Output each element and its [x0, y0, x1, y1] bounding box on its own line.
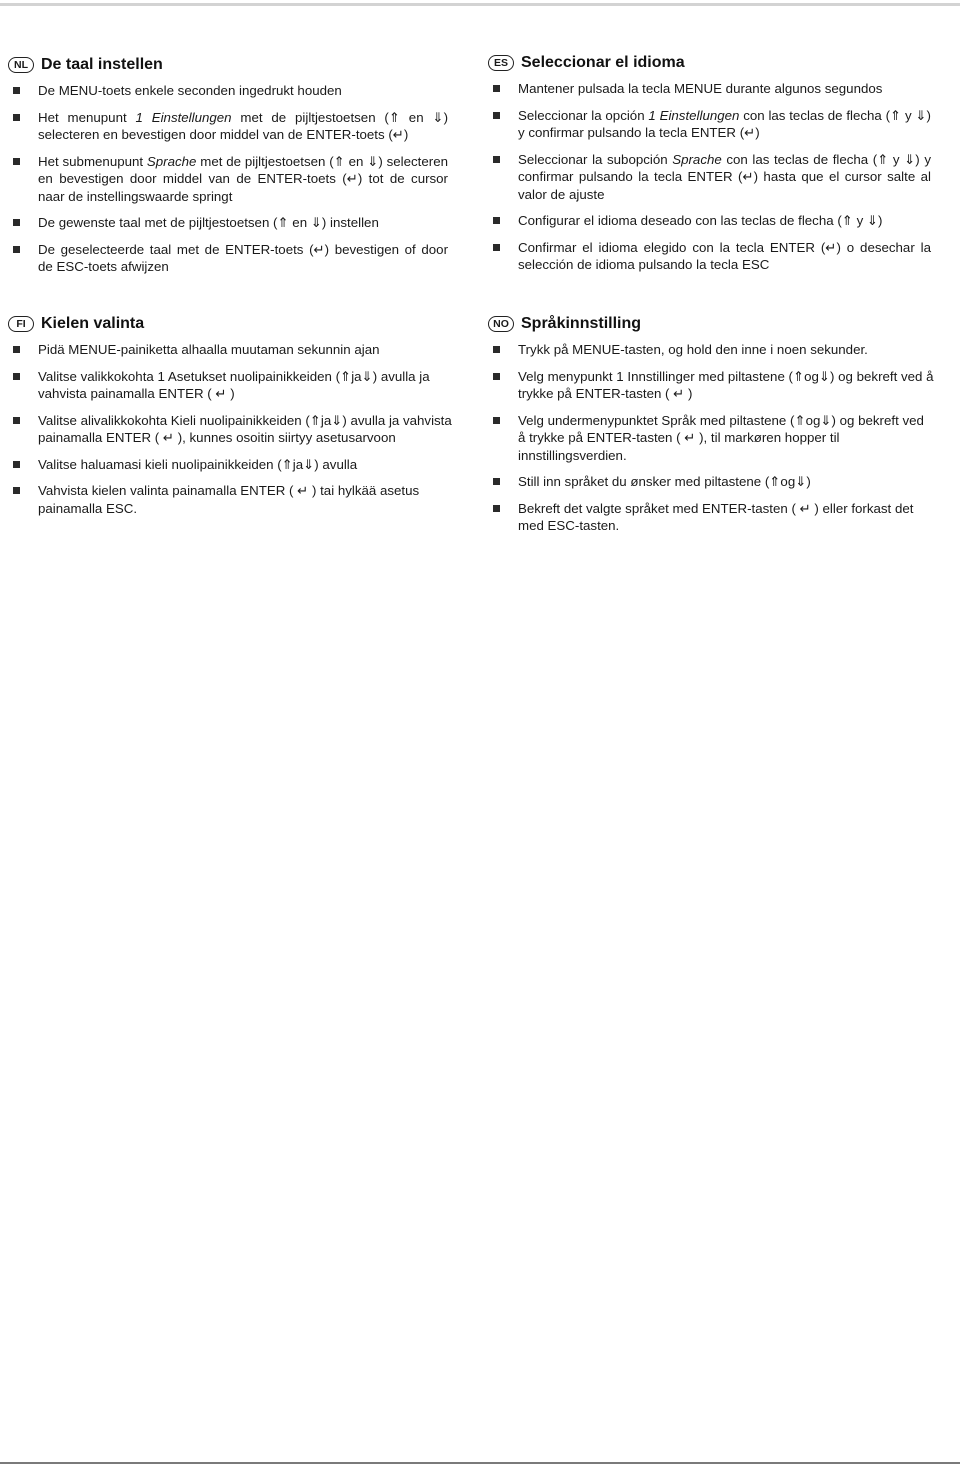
item-text: Velg menypunkt 1 Innstillinger med piltastene (⇑og⇓) og bekreft ved å trykke på ENTER-tasten ( ↵ ): [518, 368, 934, 401]
item-text: Seleccionar la subopción Sprache con las teclas de flecha (⇑ y ⇓) y confirmar pulsando la tecla ENTER (↵) hasta que el cursor salte al valor de ajuste: [518, 151, 931, 202]
list-item: [8, 82, 448, 100]
section-nl: [8, 54, 448, 285]
list-item: [8, 109, 448, 144]
list-item: [8, 456, 463, 474]
instruction-list: [8, 82, 448, 276]
language-badge: ES: [488, 55, 514, 71]
item-text: Valitse valikkokohta 1 Asetukset nuolipainikkeiden (⇑ja⇓) avulla ja vahvista painamalla ENTER ( ↵ ): [38, 368, 430, 401]
section-header: [488, 313, 934, 335]
square-bullet-icon: [13, 461, 20, 468]
section-title: Seleccionar el idioma: [521, 54, 685, 71]
menu-term: Sprache: [672, 151, 722, 167]
menu-term: 1 Einstellungen: [648, 107, 740, 123]
square-bullet-icon: [493, 373, 500, 380]
item-text: Mantener pulsada la tecla MENUE durante algunos segundos: [518, 81, 883, 96]
section-fi: [8, 313, 463, 526]
square-bullet-icon: [493, 112, 500, 119]
square-bullet-icon: [13, 346, 20, 353]
square-bullet-icon: [13, 114, 20, 121]
square-bullet-icon: [13, 158, 20, 165]
square-bullet-icon: [13, 373, 20, 380]
square-bullet-icon: [493, 417, 500, 424]
list-item: [8, 341, 463, 359]
section-es: [488, 52, 931, 283]
square-bullet-icon: [13, 417, 20, 424]
item-text: Het submenupunt Sprache met de pijltjestoetsen (⇑ en ⇓) selecteren en bevestigen door middel van de ENTER-toets (↵) tot de cursor naar de instellingswaarde springt: [38, 153, 448, 204]
item-text: De gewenste taal met de pijltjestoetsen (⇑ en ⇓) instellen: [38, 215, 379, 230]
item-text: Bekreft det valgte språket med ENTER-tasten ( ↵ ) eller forkast det med ESC-tasten.: [518, 500, 914, 533]
section-header: [488, 52, 931, 74]
section-no: [488, 313, 934, 544]
item-text: Seleccionar la opción 1 Einstellungen con las teclas de flecha (⇑ y ⇓) y confirmar pulsando la tecla ENTER (↵): [518, 107, 931, 140]
list-item: [8, 482, 463, 517]
list-item: [8, 412, 463, 447]
list-item: [8, 153, 448, 206]
item-text: Trykk på MENUE-tasten, og hold den inne i noen sekunder.: [518, 342, 868, 357]
square-bullet-icon: [493, 85, 500, 92]
square-bullet-icon: [13, 87, 20, 94]
item-text: Valitse haluamasi kieli nuolipainikkeiden (⇑ja⇓) avulla: [38, 456, 358, 472]
instruction-list: [488, 341, 934, 535]
list-item: [488, 239, 931, 274]
item-text: De MENU-toets enkele seconden ingedrukt houden: [38, 83, 342, 98]
item-text: Valitse alivalikkokohta Kieli nuolipainikkeiden (⇑ja⇓) avulla ja vahvista painamalla ENTER ( ↵ ), kunnes osoitin siirtyy asetusarvoon: [38, 412, 452, 445]
list-item: [8, 368, 463, 403]
section-title: Kielen valinta: [41, 315, 145, 332]
menu-term: Sprache: [146, 153, 197, 169]
menu-term: 1 Einstellungen: [135, 109, 232, 125]
square-bullet-icon: [493, 505, 500, 512]
list-item: [488, 341, 934, 359]
list-item: [488, 412, 934, 465]
square-bullet-icon: [13, 219, 20, 226]
item-text: Het menupunt 1 Einstellungen met de pijltjestoetsen (⇑ en ⇓) selecteren en bevestigen door middel van de ENTER-toets (↵): [38, 109, 448, 142]
item-text: Configurar el idioma deseado con las teclas de flecha (⇑ y ⇓): [518, 213, 883, 228]
instruction-list: [488, 80, 931, 274]
list-item: [8, 214, 448, 232]
item-text: Still inn språket du ønsker med piltastene (⇑og⇓): [518, 474, 811, 489]
section-title: Språkinnstilling: [521, 315, 642, 332]
square-bullet-icon: [493, 244, 500, 251]
language-badge: NL: [8, 57, 34, 73]
language-badge: NO: [488, 316, 514, 332]
item-text: Confirmar el idioma elegido con la tecla ENTER (↵) o desechar la selección de idioma pulsando la tecla ESC: [518, 239, 931, 272]
section-header: [8, 54, 448, 76]
list-item: [488, 80, 931, 98]
square-bullet-icon: [493, 346, 500, 353]
section-header: [8, 313, 463, 335]
item-text: De geselecteerde taal met de ENTER-toets (↵) bevestigen of door de ESC-toets afwijzen: [38, 241, 448, 274]
list-item: [488, 500, 934, 535]
square-bullet-icon: [13, 246, 20, 253]
item-text: Velg undermenypunktet Språk med piltastene (⇑og⇓) og bekreft ved å trykke på ENTER-tasten ( ↵ ), til markøren hopper til innstillingsverdien.: [518, 412, 924, 463]
list-item: [488, 212, 931, 230]
language-badge: FI: [8, 316, 34, 332]
list-item: [488, 473, 934, 491]
item-text: Vahvista kielen valinta painamalla ENTER ( ↵ ) tai hylkää asetus painamalla ESC.: [38, 483, 420, 516]
list-item: [488, 368, 934, 403]
square-bullet-icon: [493, 478, 500, 485]
top-rule: [0, 3, 960, 6]
square-bullet-icon: [493, 156, 500, 163]
instruction-list: [8, 341, 463, 517]
item-text: Pidä MENUE-painiketta alhaalla muutaman sekunnin ajan: [38, 342, 380, 357]
square-bullet-icon: [493, 217, 500, 224]
bottom-rule: [0, 1462, 960, 1464]
list-item: [488, 151, 931, 204]
list-item: [488, 107, 931, 142]
section-title: De taal instellen: [41, 56, 163, 73]
list-item: [8, 241, 448, 276]
square-bullet-icon: [13, 487, 20, 494]
